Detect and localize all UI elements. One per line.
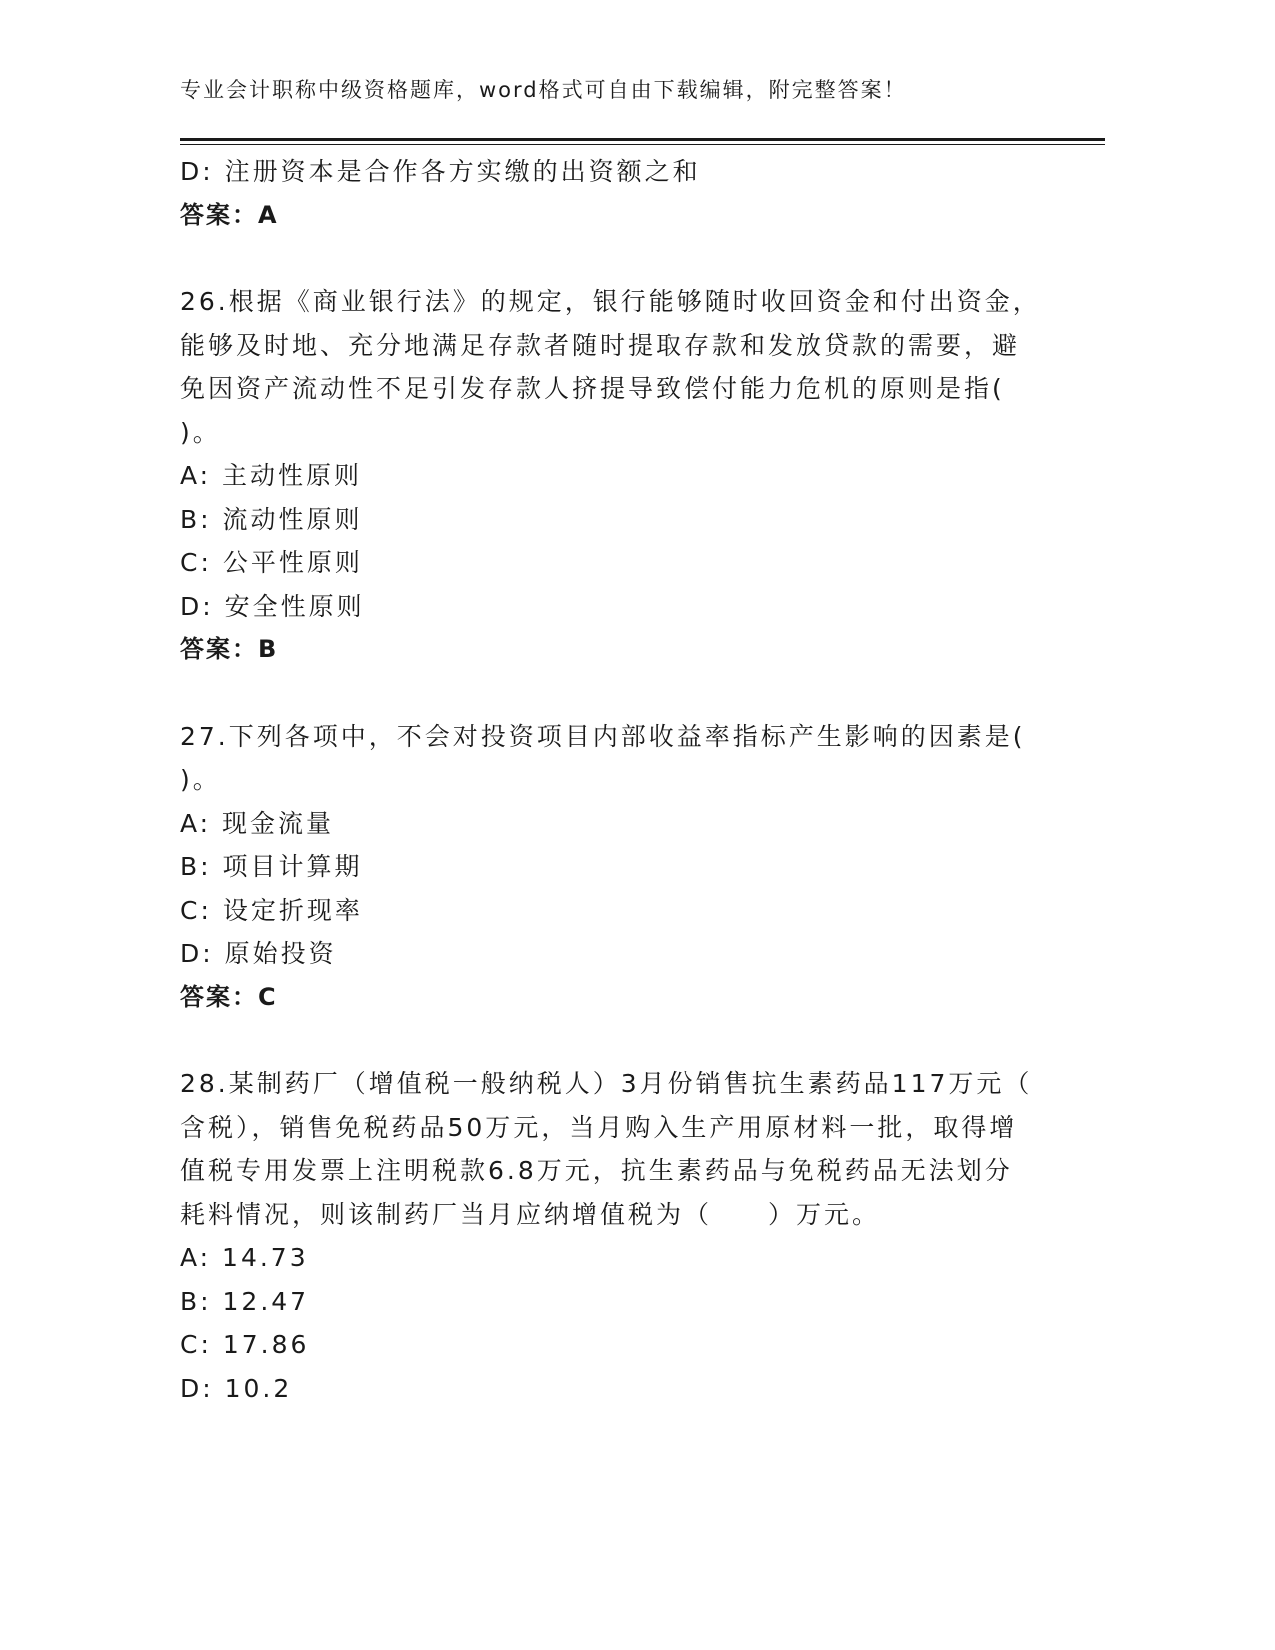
answer-label: 答案：C [180, 982, 278, 1011]
question-25-tail [180, 150, 1040, 237]
option-d: D: 安全性原则 [180, 591, 365, 621]
question-text-line: 26.根据《商业银行法》的规定，银行能够随时收回资金和付出资金， [180, 287, 1041, 316]
header-rule-thick [180, 138, 1105, 141]
option-c: C: 17.86 [180, 1330, 310, 1359]
option-c: C: 设定折现率 [180, 895, 363, 925]
option-d: D: 注册资本是合作各方实缴的出资额之和 [180, 157, 701, 186]
document-body [180, 150, 1040, 1410]
option-b: B: 12.47 [180, 1286, 310, 1316]
question-text-line: 27.下列各项中，不会对投资项目内部收益率指标产生影响的因素是( [180, 721, 1026, 751]
page-header: 专业会计职称中级资格题库，word格式可自由下载编辑，附完整答案！ [180, 78, 907, 102]
question-text-line: 能够及时地、充分地满足存款者随时提取存款和发放贷款的需要，避 [180, 330, 1021, 360]
question-26 [180, 280, 1040, 672]
answer-label: 答案：A [180, 200, 279, 229]
question-text-line: )。 [180, 417, 221, 447]
question-text-line: 28.某制药厂（增值税一般纳税人）3月份销售抗生素药品117万元（ [180, 1069, 1033, 1098]
option-d: D: 10.2 [180, 1373, 293, 1403]
question-text-line: )。 [180, 765, 221, 794]
option-b: B: 项目计算期 [180, 852, 363, 881]
answer-label: 答案：B [180, 635, 279, 663]
option-b: B: 流动性原则 [180, 504, 363, 534]
question-28 [180, 1062, 1040, 1410]
question-text-line: 含税），销售免税药品50万元，当月购入生产用原材料一批，取得增 [180, 1112, 1018, 1142]
option-c: C: 公平性原则 [180, 548, 363, 577]
question-text-line: 值税专用发票上注明税款6.8万元，抗生素药品与免税药品无法划分 [180, 1156, 1013, 1185]
question-text-line: 耗料情况，则该制药厂当月应纳增值税为（ ）万元。 [180, 1199, 881, 1229]
option-d: D: 原始投资 [180, 939, 337, 968]
option-a: A: 14.73 [180, 1243, 309, 1272]
question-text-line: 免因资产流动性不足引发存款人挤提导致偿付能力危机的原则是指( [180, 374, 1005, 403]
header-rule-thin [180, 144, 1105, 145]
question-27 [180, 715, 1040, 1020]
option-a: A: 现金流量 [180, 808, 335, 838]
option-a: A: 主动性原则 [180, 461, 363, 490]
